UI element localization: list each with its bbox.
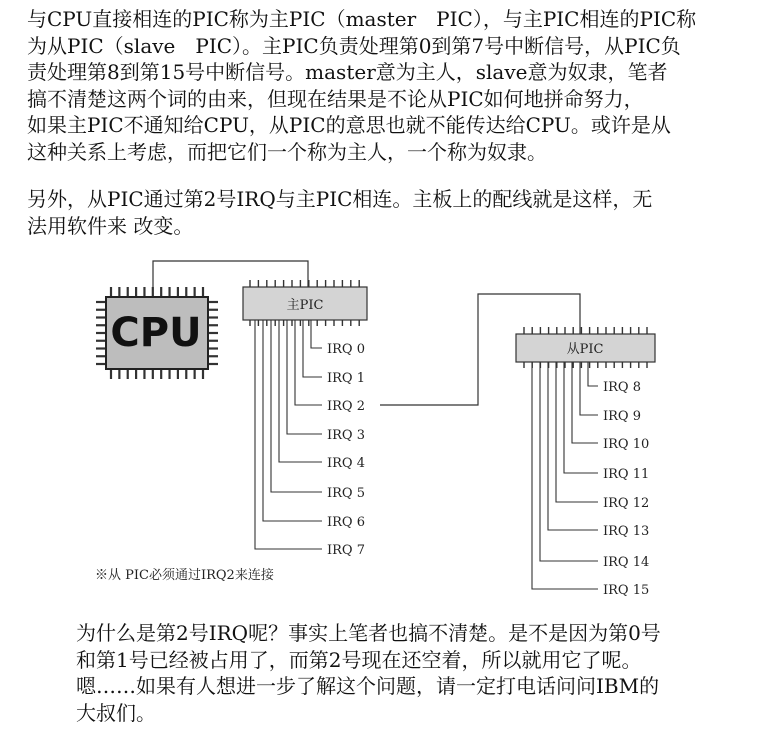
- master-irq-label: IRQ 1: [327, 371, 365, 386]
- slave-pic-label: 从PIC: [566, 342, 604, 357]
- text-line: 如果主PIC不通知给CPU，从PIC的意思也就不能传达给CPU。或许是从: [27, 113, 671, 137]
- master-irq-label: IRQ 4: [327, 456, 365, 471]
- text-line: 嗯……如果有人想进一步了解这个问题，请一定打电话问问IBM的: [76, 674, 660, 698]
- diagram-note: ※从 PIC必须通过IRQ2来连接: [95, 568, 274, 583]
- text-line: 另外，从PIC通过第2号IRQ与主PIC相连。主板上的配线就是这样，无: [27, 187, 653, 211]
- master-irq-label: IRQ 6: [327, 515, 365, 530]
- master-irq-label: IRQ 0: [327, 342, 365, 357]
- text-line: 这种关系上考虑，而把它们一个称为主人，一个称为奴隶。: [27, 139, 547, 164]
- slave-irq-line: [540, 362, 598, 561]
- text-line: 为什么是第2号IRQ呢？事实上笔者也搞不清楚。是不是因为第0号: [76, 621, 661, 645]
- slave-irq-label: IRQ 9: [603, 409, 641, 424]
- master-pic-label: 主PIC: [286, 298, 324, 313]
- slave-irq-line: [572, 362, 598, 443]
- slave-irq-label: IRQ 12: [603, 496, 650, 511]
- slave-irq-line: [556, 362, 598, 502]
- text-line: 大叔们。: [76, 700, 156, 725]
- master-irq-line: [295, 320, 322, 405]
- cpu-master-wire: [153, 261, 308, 287]
- text-line: 责处理第8到第15号中断信号。master意为主人，slave意为奴隶，笔者: [27, 60, 668, 84]
- slave-irq-label: IRQ 13: [603, 524, 650, 539]
- text-line: 为从PIC（slave PIC）。主PIC负责处理第0到第7号中断信号，从PIC负: [27, 33, 681, 58]
- master-irq-label: IRQ 5: [327, 486, 365, 501]
- slave-irq-lines: [532, 362, 649, 598]
- slave-irq-label: IRQ 8: [603, 380, 641, 395]
- master-irq-line: [279, 320, 322, 462]
- cpu-label: CPU: [110, 310, 202, 356]
- slave-irq-line: [580, 362, 598, 415]
- paragraph-why-irq2: [76, 620, 746, 726]
- text-line: 法用软件来 改变。: [27, 213, 194, 238]
- master-irq-label: IRQ 7: [327, 543, 365, 558]
- text-line: 和第1号已经被占用了，而第2号现在还空着，所以就用它了呢。: [76, 647, 642, 672]
- master-irq-lines: [255, 320, 365, 558]
- slave-irq-label: IRQ 14: [603, 555, 650, 570]
- slave-irq-label: IRQ 11: [603, 467, 650, 482]
- slave-irq-line: [564, 362, 598, 473]
- master-irq-line: [263, 320, 322, 521]
- text-line: 搞不清楚这两个词的由来，但现在结果是不论从PIC如何地拼命努力，: [27, 86, 644, 111]
- slave-irq-label: IRQ 10: [603, 437, 650, 452]
- slave-irq-line: [532, 362, 598, 589]
- master-irq-label: IRQ 2: [327, 399, 365, 414]
- master-irq-label: IRQ 3: [327, 428, 365, 443]
- text-line: 与CPU直接相连的PIC称为主PIC（master PIC），与主PIC相连的PIC称: [27, 7, 697, 31]
- slave-irq-label: IRQ 15: [603, 583, 650, 598]
